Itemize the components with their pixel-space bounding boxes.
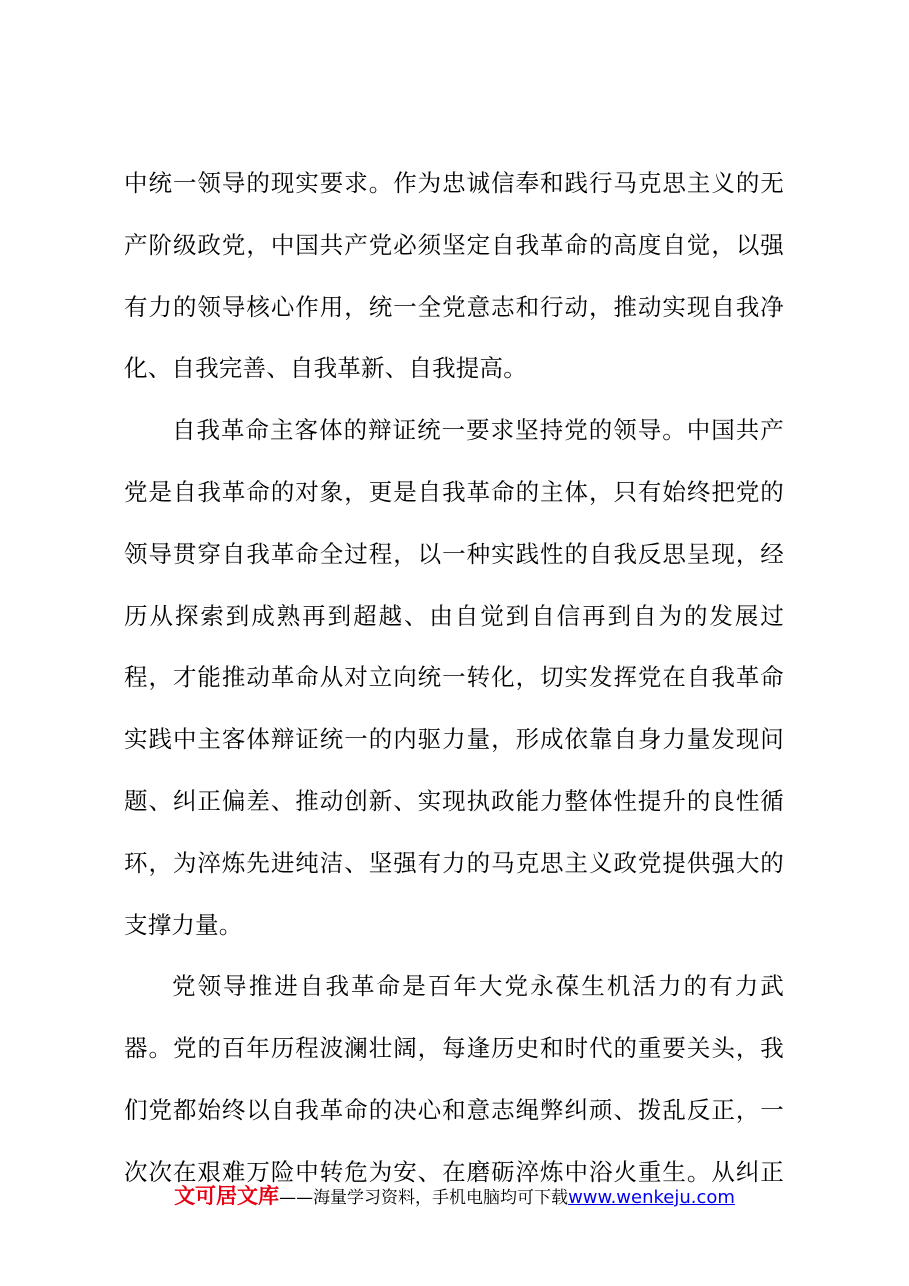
text-line: 器。党的百年历程波澜壮阔，每逢历史和时代的重要关头，我 — [124, 1034, 784, 1063]
text-line: 党领导推进自我革命是百年大党永葆生机活力的有力武 — [172, 972, 784, 1001]
text-line: 领导贯穿自我革命全过程，以一种实践性的自我反思呈现，经 — [124, 539, 784, 568]
text-line: 们党都始终以自我革命的决心和意志绳弊纠顽、拨乱反正，一 — [124, 1095, 784, 1124]
text-line: 自我革命主客体的辩证统一要求坚持党的领导。中国共产 — [172, 416, 784, 445]
text-line: 程，才能推动革命从对立向统一转化，切实发挥党在自我革命 — [124, 663, 784, 692]
footer-url-link[interactable]: www.wenkeju.com — [568, 1187, 735, 1208]
text-line: 题、纠正偏差、推动创新、实现执政能力整体性提升的良性循 — [124, 786, 784, 815]
text-line: 有力的领导核心作用，统一全党意志和行动，推动实现自我净 — [124, 292, 784, 321]
text-line: 次次在艰难万险中转危为安、在磨砺淬炼中浴火重生。从纠正 — [124, 1157, 784, 1186]
text-line: 中统一领导的现实要求。作为忠诚信奉和践行马克思主义的无 — [124, 169, 784, 197]
text-line: 化、自我完善、自我革新、自我提高。 — [124, 354, 527, 383]
footer-banner — [0, 1180, 909, 1210]
footer-slogan: ——海量学习资料，手机电脑均可下载 — [279, 1188, 569, 1208]
text-line: 历从探索到成熟再到超越、由自觉到自信再到自为的发展过 — [124, 601, 784, 630]
document-body — [124, 153, 784, 1204]
text-line: 党是自我革命的对象，更是自我革命的主体，只有始终把党的 — [124, 477, 784, 506]
text-line: 环，为淬炼先进纯洁、坚强有力的马克思主义政党提供强大的 — [124, 848, 784, 877]
footer-brand: 文可居文库 — [174, 1184, 280, 1208]
text-line: 实践中主客体辩证统一的内驱力量，形成依靠自身力量发现问 — [124, 725, 784, 754]
text-line: 产阶级政党，中国共产党必须坚定自我革命的高度自觉，以强 — [124, 230, 784, 259]
text-line: 支撑力量。 — [124, 910, 243, 939]
